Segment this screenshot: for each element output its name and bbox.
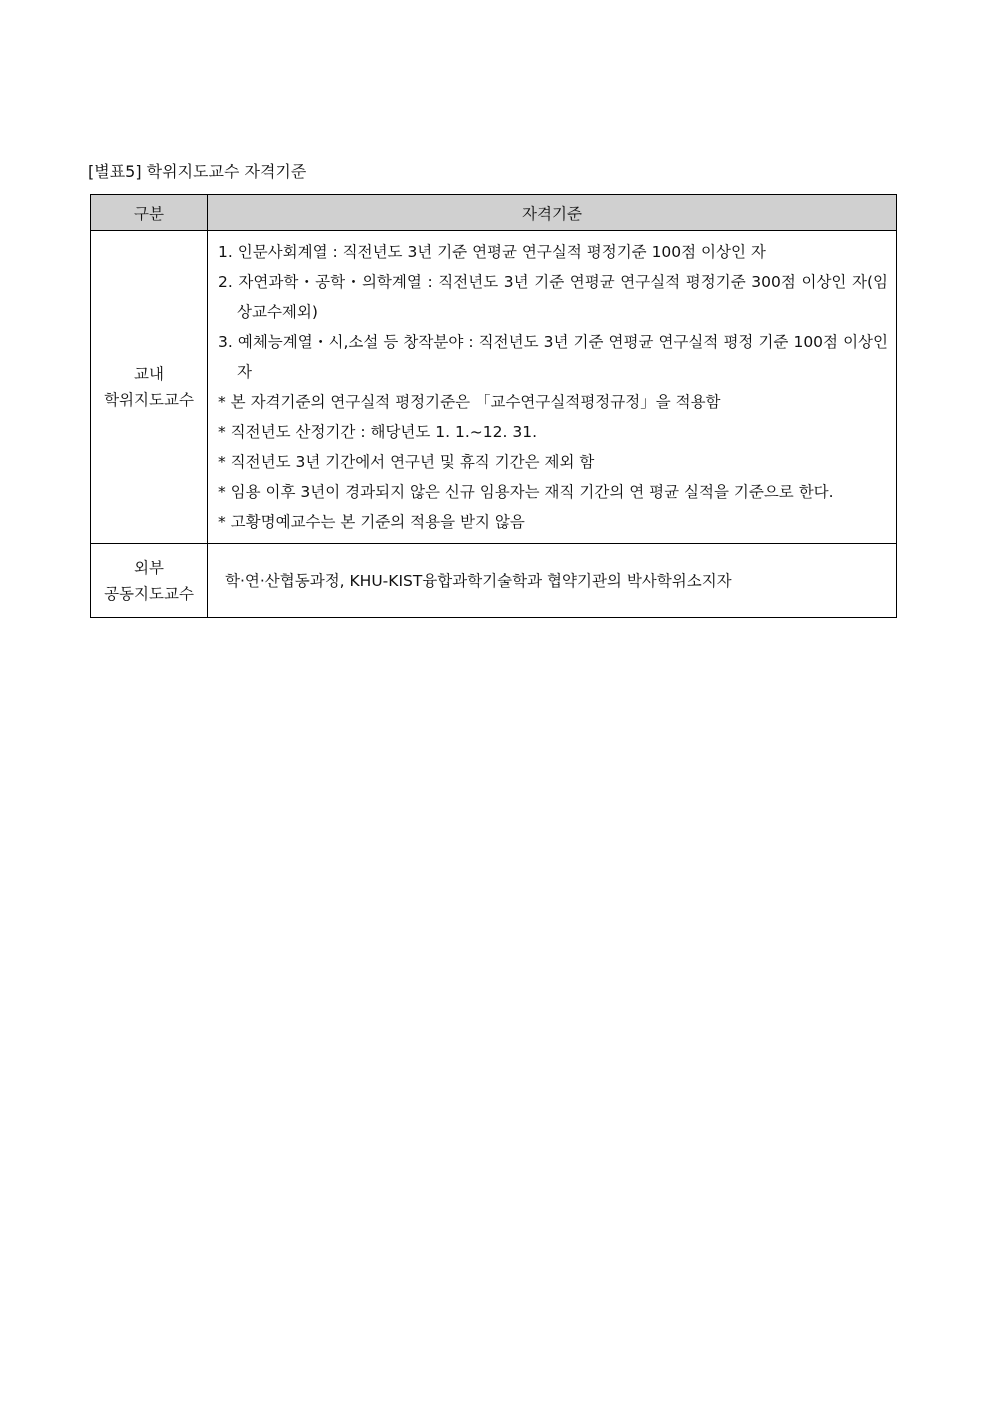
criteria-note: * 직전년도 산정기간 : 해당년도 1. 1.~12. 31.: [218, 423, 538, 441]
criteria-item: 3. 예체능계열・시,소설 등 창작분야 : 직전년도 3년 기준 연평균 연구실적 평정 기준 100점 이상인 자: [218, 333, 888, 381]
criteria-note: * 본 자격기준의 연구실적 평정기준은 「교수연구실적평정규정」을 적용함: [218, 393, 721, 411]
criteria-internal: [208, 231, 897, 544]
header-category: 구분: [91, 195, 208, 231]
table-caption: [별표5] 학위지도교수 자격기준: [88, 162, 307, 181]
criteria-note: * 고황명예교수는 본 기준의 적용을 받지 않음: [218, 513, 525, 531]
criteria-item: 1. 인문사회계열 : 직전년도 3년 기준 연평균 연구실적 평정기준 100점 이상인 자: [218, 243, 766, 261]
criteria-table: [90, 194, 897, 618]
category-external: [91, 544, 208, 618]
header-criteria: 자격기준: [208, 195, 897, 231]
table-header-row: [91, 195, 897, 231]
category-line: 외부: [134, 558, 164, 577]
table-row-internal: [91, 231, 897, 544]
criteria-note: * 임용 이후 3년이 경과되지 않은 신규 임용자는 재직 기간의 연 평균 실적을 기준으로 한다.: [218, 483, 834, 501]
category-line: 교내: [134, 365, 164, 383]
criteria-external: 학·연·산협동과정, KHU-KIST융합과학기술학과 협약기관의 박사학위소지자: [208, 544, 897, 618]
category-line: 공동지도교수: [104, 584, 194, 603]
criteria-item: 2. 자연과학・공학・의학계열 : 직전년도 3년 기준 연평균 연구실적 평정기준 300점 이상인 자(임상교수제외): [218, 273, 888, 321]
criteria-note: * 직전년도 3년 기간에서 연구년 및 휴직 기간은 제외 함: [218, 453, 595, 471]
category-line: 학위지도교수: [104, 391, 194, 409]
category-internal: [91, 231, 208, 544]
table-row-external: [91, 544, 897, 618]
